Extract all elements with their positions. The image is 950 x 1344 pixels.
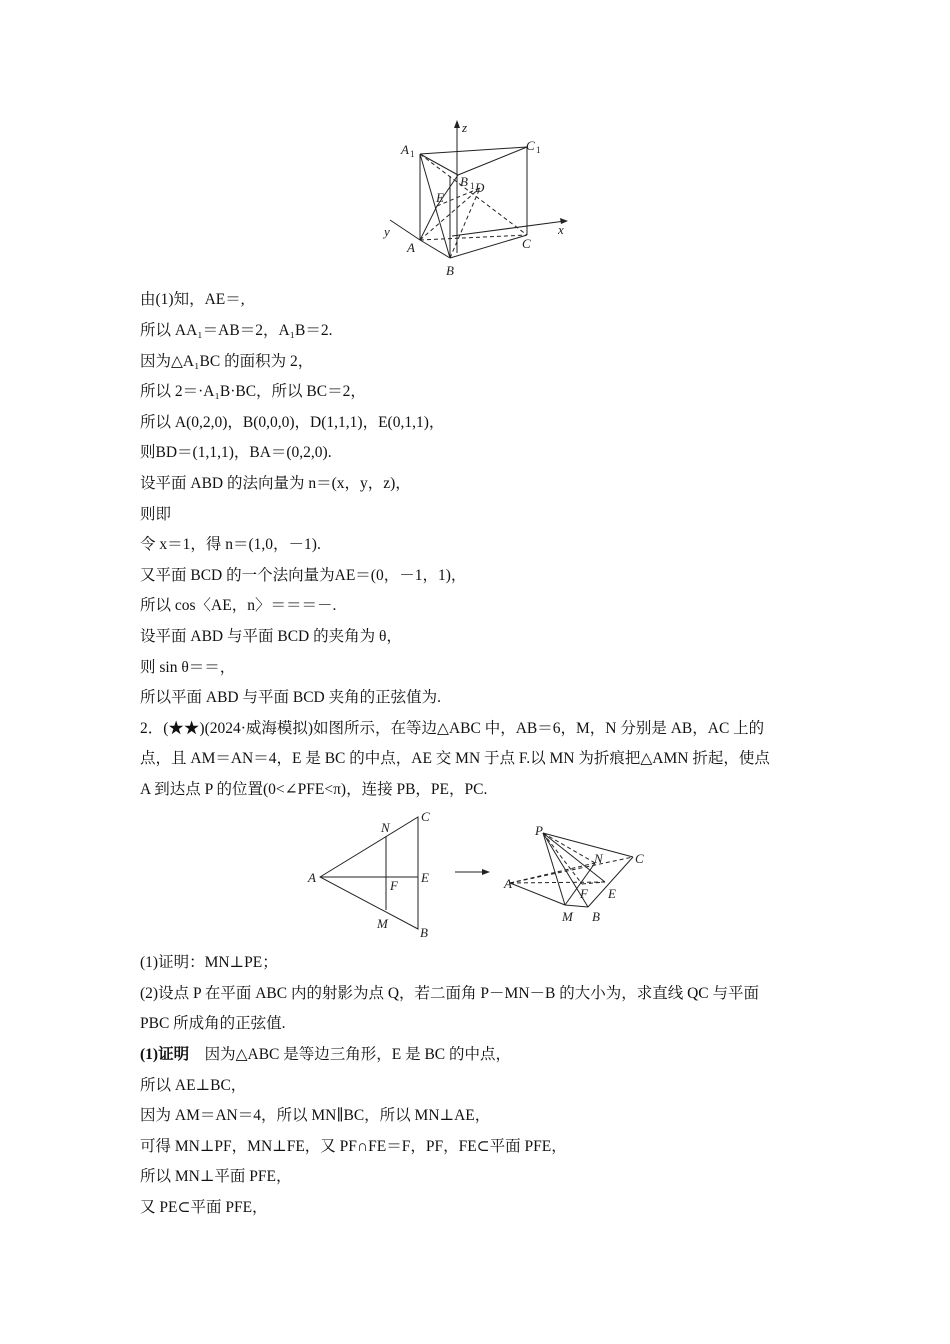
label-a: A bbox=[407, 240, 415, 255]
label-e: E bbox=[436, 190, 444, 205]
label-c1-sub: 1 bbox=[536, 145, 541, 155]
label-c1: C bbox=[526, 138, 535, 153]
right-label-n: N bbox=[594, 851, 603, 866]
solution-line-14: 所以平面 ABD 与平面 BCD 夹角的正弦值为. bbox=[140, 689, 441, 706]
solution-line-6: 则BD＝(1,1,1)，BA＝(0,2,0). bbox=[140, 444, 332, 461]
problem-2-line-1: 2．(★★)(2024·威海模拟)如图所示，在等边△ABC 中，AB＝6，M，N 分别是 AB，AC 上的 bbox=[140, 720, 765, 737]
proof-line-1 bbox=[140, 1045, 511, 1065]
question-2-line-1: (2)设点 P 在平面 ABC 内的射影为点 Q，若二面角 P－MN－B 的大小为，求直线 QC 与平面 bbox=[140, 985, 760, 1002]
label-a1-sub: 1 bbox=[410, 149, 415, 159]
left-label-f: F bbox=[390, 878, 398, 893]
proof-text-1: 因为△ABC 是等边三角形，E 是 BC 的中点， bbox=[204, 1046, 512, 1063]
left-label-a: A bbox=[308, 870, 316, 885]
label-c: C bbox=[522, 236, 531, 251]
solution-line-10: 又平面 BCD 的一个法向量为AE＝(0，－1，1)， bbox=[140, 567, 467, 584]
figure-prism bbox=[380, 118, 580, 283]
proof-line-2: 所以 AE⊥BC， bbox=[140, 1077, 247, 1094]
solution-line-12: 设平面 ABD 与平面 BCD 的夹角为 θ， bbox=[140, 628, 402, 645]
solution-line-9: 令 x＝1，得 n＝(1,0，－1). bbox=[140, 536, 321, 553]
right-label-m: M bbox=[562, 909, 573, 924]
figure-fold bbox=[300, 805, 660, 945]
label-b1: B bbox=[460, 174, 468, 189]
question-2-line-2: PBC 所成角的正弦值. bbox=[140, 1015, 286, 1032]
label-b1-sub: 1 bbox=[470, 181, 475, 191]
prism-diagram bbox=[380, 118, 580, 283]
right-label-p: P bbox=[535, 823, 543, 838]
label-d: D bbox=[475, 180, 485, 195]
label-x: x bbox=[558, 222, 564, 237]
left-label-e: E bbox=[421, 870, 429, 885]
proof-line-3: 因为 AM＝AN＝4，所以 MN∥BC，所以 MN⊥AE， bbox=[140, 1107, 491, 1124]
solution-line-5: 所以 A(0,2,0)，B(0,0,0)，D(1,1,1)，E(0,1,1)， bbox=[140, 414, 445, 431]
label-a1: A bbox=[401, 142, 409, 157]
label-b: B bbox=[446, 263, 454, 278]
solution-line-1: 由(1)知，AE＝, bbox=[140, 291, 245, 308]
question-1: (1)证明：MN⊥PE； bbox=[140, 954, 278, 971]
left-label-c: C bbox=[421, 809, 430, 824]
proof-line-4: 可得 MN⊥PF，MN⊥FE，又 PF∩FE＝F，PF，FE⊂平面 PFE， bbox=[140, 1138, 567, 1155]
problem-2-line-3: A 到达点 P 的位置(0<∠PFE<π)，连接 PB，PE，PC. bbox=[140, 781, 488, 798]
solution-line-2: 所以 AA₁＝AB＝2，A₁B＝2. bbox=[140, 322, 333, 339]
right-label-a: A bbox=[504, 876, 512, 891]
solution-line-4: 所以 2＝·A₁B·BC，所以 BC＝2， bbox=[140, 383, 366, 400]
solution-line-13: 则 sin θ＝＝， bbox=[140, 659, 236, 676]
right-label-c: C bbox=[635, 851, 644, 866]
proof-line-5: 所以 MN⊥平面 PFE， bbox=[140, 1168, 292, 1185]
solution-line-3: 因为△A₁BC 的面积为 2， bbox=[140, 353, 314, 370]
left-label-m: M bbox=[377, 916, 388, 931]
right-label-f: F bbox=[580, 886, 588, 901]
fold-diagram bbox=[300, 805, 660, 945]
proof-head: (1)证明 bbox=[140, 1046, 190, 1063]
proof-line-6: 又 PE⊂平面 PFE， bbox=[140, 1199, 268, 1216]
problem-2-line-2: 点，且 AM＝AN＝4，E 是 BC 的中点，AE 交 MN 于点 F.以 MN 为折痕把△AMN 折起，使点 bbox=[140, 750, 770, 767]
solution-line-7: 设平面 ABD 的法向量为 n＝(x，y，z)， bbox=[140, 475, 411, 492]
right-label-e: E bbox=[608, 886, 616, 901]
left-label-n: N bbox=[381, 820, 390, 835]
right-label-b: B bbox=[592, 909, 600, 924]
solution-line-11: 所以 cos〈AE，n〉＝＝＝－. bbox=[140, 597, 337, 614]
label-z: z bbox=[462, 120, 468, 135]
label-y: y bbox=[384, 224, 390, 239]
solution-line-8: 则即 bbox=[140, 506, 172, 523]
left-label-b: B bbox=[420, 925, 428, 940]
